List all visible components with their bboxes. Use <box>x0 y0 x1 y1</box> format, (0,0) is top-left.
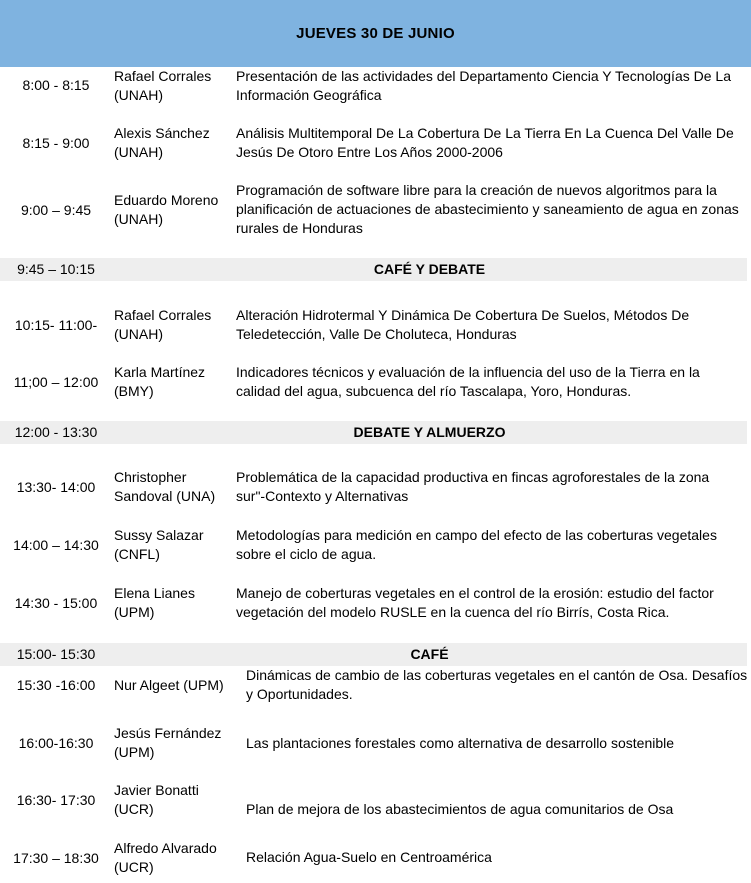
session-speaker: Karla Martínez (BMY) <box>114 364 206 399</box>
break-row <box>0 643 747 666</box>
break-time: 9:45 – 10:15 <box>17 261 95 277</box>
session-time: 16:00-16:30 <box>18 735 94 751</box>
schedule-row <box>0 124 751 168</box>
session-topic: Programación de software libre para la creación de nuevos algoritmos para la planificación de actuaciones de abastecimiento y saneamiento de agua en zonas rurales de Honduras <box>236 182 739 236</box>
session-time: 8:00 - 8:15 <box>22 77 90 93</box>
session-speaker: Christopher Sandoval (UNA) <box>114 469 216 504</box>
session-speaker: Nur Algeet (UPM) <box>114 677 224 693</box>
session-topic: Dinámicas de cambio de las coberturas vegetales en el cantón de Osa. Desafíos y Oportunidades. <box>246 667 748 702</box>
session-time: 15:30 -16:00 <box>16 677 96 693</box>
session-topic: Análisis Multitemporal De La Cobertura De La Tierra En La Cuenca Del Valle De Jesús De Otoro Entre Los Años 2000-2006 <box>236 125 734 160</box>
schedule-row <box>0 584 751 628</box>
schedule-row <box>0 526 751 570</box>
session-time: 13:30- 14:00 <box>16 479 96 495</box>
break-row <box>0 421 747 444</box>
schedule-row <box>0 306 751 350</box>
session-speaker: Elena Lianes (UPM) <box>114 585 195 620</box>
schedule-row <box>0 363 751 407</box>
session-topic: Indicadores técnicos y evaluación de la influencia del uso de la Tierra en la calidad del agua, subcuenca del río Tascalapa, Yoro, Honduras. <box>236 364 700 399</box>
break-time: 12:00 - 13:30 <box>14 424 98 440</box>
session-time: 9:00 – 9:45 <box>20 202 92 218</box>
schedule-row <box>0 666 751 710</box>
session-topic: Plan de mejora de los abastecimientos de agua comunitarios de Osa <box>246 801 674 817</box>
break-label: CAFÉ Y DEBATE <box>373 261 486 277</box>
session-topic: Presentación de las actividades del Departamento Ciencia Y Tecnologías De La Información Geográfica <box>236 68 731 103</box>
session-time: 14:30 - 15:00 <box>14 595 98 611</box>
schedule-row <box>0 181 751 243</box>
schedule-row <box>0 468 751 512</box>
session-speaker: Eduardo Moreno (UNAH) <box>114 192 219 227</box>
session-speaker: Alfredo Alvarado (UCR) <box>114 840 217 875</box>
day-title: JUEVES 30 DE JUNIO <box>296 25 455 42</box>
session-time: 14:00 – 14:30 <box>13 537 99 553</box>
session-topic: Alteración Hidrotermal Y Dinámica De Cobertura De Suelos, Métodos De Teledetección, Valle De Choluteca, Honduras <box>236 307 690 342</box>
session-topic: Problemática de la capacidad productiva en fincas agroforestales de la zona sur"-Contexto y Alternativas <box>236 469 710 504</box>
break-row <box>0 258 747 281</box>
schedule-row <box>0 839 751 883</box>
break-label: CAFÉ <box>410 646 449 662</box>
schedule-row <box>0 66 751 110</box>
session-topic: Metodologías para medición en campo del efecto de las coberturas vegetales sobre el ciclo de agua. <box>236 527 717 562</box>
session-speaker: Alexis Sánchez (UNAH) <box>114 125 210 160</box>
session-time: 10:15- 11:00- <box>14 317 98 333</box>
session-topic: Las plantaciones forestales como alternativa de desarrollo sostenible <box>246 735 675 751</box>
session-speaker: Javier Bonatti (UCR) <box>114 782 199 817</box>
session-speaker: Rafael Corrales (UNAH) <box>114 307 212 342</box>
session-speaker: Jesús Fernández (UPM) <box>114 725 222 760</box>
session-time: 11;00 – 12:00 <box>13 374 99 390</box>
break-label: DEBATE Y ALMUERZO <box>353 424 506 440</box>
break-time: 15:00- 15:30 <box>16 646 96 662</box>
session-topic: Relación Agua-Suelo en Centroamérica <box>246 849 492 865</box>
session-speaker: Sussy Salazar (CNFL) <box>114 527 204 562</box>
session-time: 8:15 - 9:00 <box>22 135 90 151</box>
schedule-row <box>0 724 751 768</box>
session-time: 17:30 – 18:30 <box>13 850 99 866</box>
schedule-row <box>0 781 751 825</box>
session-time: 16:30- 17:30 <box>16 792 96 808</box>
session-topic: Manejo de coberturas vegetales en el control de la erosión: estudio del factor vegetación del modelo RUSLE en la cuenca del río Birrís, Costa Rica. <box>236 585 714 620</box>
day-header <box>0 0 751 67</box>
session-speaker: Rafael Corrales (UNAH) <box>114 68 212 103</box>
